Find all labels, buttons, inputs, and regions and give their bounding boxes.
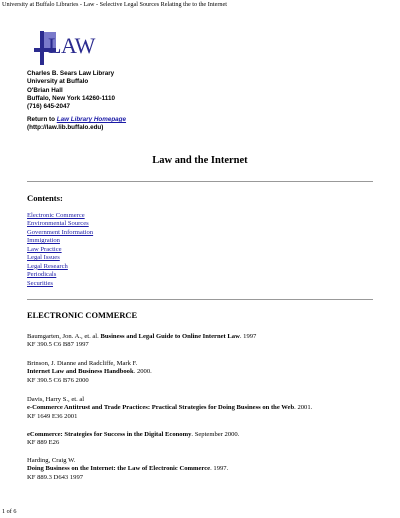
toc-link-environmental-sources[interactable]: Environmental Sources [27,220,89,228]
citation-title: Business and Legal Guide to Online Internet Law [100,333,240,340]
page-number: 1 of 6 [2,508,17,515]
homepage-link[interactable]: Law Library Homepage [56,116,127,123]
contents-heading: Contents: [27,193,63,203]
call-number: KF 390.5 C6 B76 2000 [27,376,89,384]
address-line: Buffalo, New York 14260-1110 [27,94,115,102]
call-number: KF 889.3 D643 1997 [27,473,84,481]
address-line: University at Buffalo [27,78,89,86]
homepage-url: (http://law.lib.buffalo.edu) [27,124,104,132]
section-heading: ELECTRONIC COMMERCE [27,311,138,320]
divider [27,181,373,182]
citation-date: . September 2000. [191,431,240,438]
address-line: O'Brian Hall [27,86,63,94]
toc-link-legal-research[interactable]: Legal Research [27,262,68,270]
citation-author: Brinson, J. Dianne and Radcliffe, Mark F. [27,360,138,367]
call-number: KF 1649 E36 2001 [27,412,78,420]
call-number: KF 889 E26 [27,439,60,447]
return-prefix: Return to [27,116,57,123]
browser-header: University at Buffalo Libraries - Law - Selective Legal Sources Relating the to the Internet [2,1,227,8]
page-title: Law and the Internet [152,155,248,166]
citation-title: Internet Law and Business Handbook [27,368,134,376]
contents-list [27,212,93,288]
citation-author: Baumgarten, Jon. A., et. al. [27,333,101,340]
toc-link-securities[interactable]: Securities [27,279,54,287]
citation-entry [27,431,239,448]
citation-entry [27,396,312,421]
citation-entry [27,333,256,350]
address-line: (716) 645-2047 [27,103,71,111]
logo-text: LAW [48,33,95,58]
citation-title: Doing Business on the Internet: the Law of Electronic Commerce [27,465,211,473]
citation-date: . 1997. [210,465,229,473]
toc-link-periodicals[interactable]: Periodicals [27,271,57,279]
toc-link-immigration[interactable]: Immigration [27,237,60,245]
address-line: Charles B. Sears Law Library [27,70,115,77]
library-address [27,70,115,111]
citation-date: . 2001. [294,404,313,412]
citation-title: eCommerce: Strategies for Success in the Digital Economy [27,431,192,438]
toc-link-legal-issues[interactable]: Legal Issues [27,254,60,262]
citation-author: Harding, Craig W. [27,457,76,464]
divider [27,299,373,300]
citation-entry [27,457,228,482]
call-number: KF 390.5 C6 B87 1997 [27,341,89,349]
citation-date: . 2000. [133,368,152,376]
toc-link-law-practice[interactable]: Law Practice [27,245,62,253]
citation-date: . 1997 [239,333,257,340]
citation-author: Davis, Harry S., et. al [27,396,85,403]
return-block [27,116,126,133]
citation-entry [27,360,152,385]
law-library-logo [34,31,98,65]
citation-title: e-Commerce Antitrust and Trade Practices: Practical Strategies for Doing Business on the Web [27,404,295,412]
toc-link-electronic-commerce[interactable]: Electronic Commerce [27,212,85,219]
toc-link-government-information[interactable]: Government Information [27,228,94,236]
